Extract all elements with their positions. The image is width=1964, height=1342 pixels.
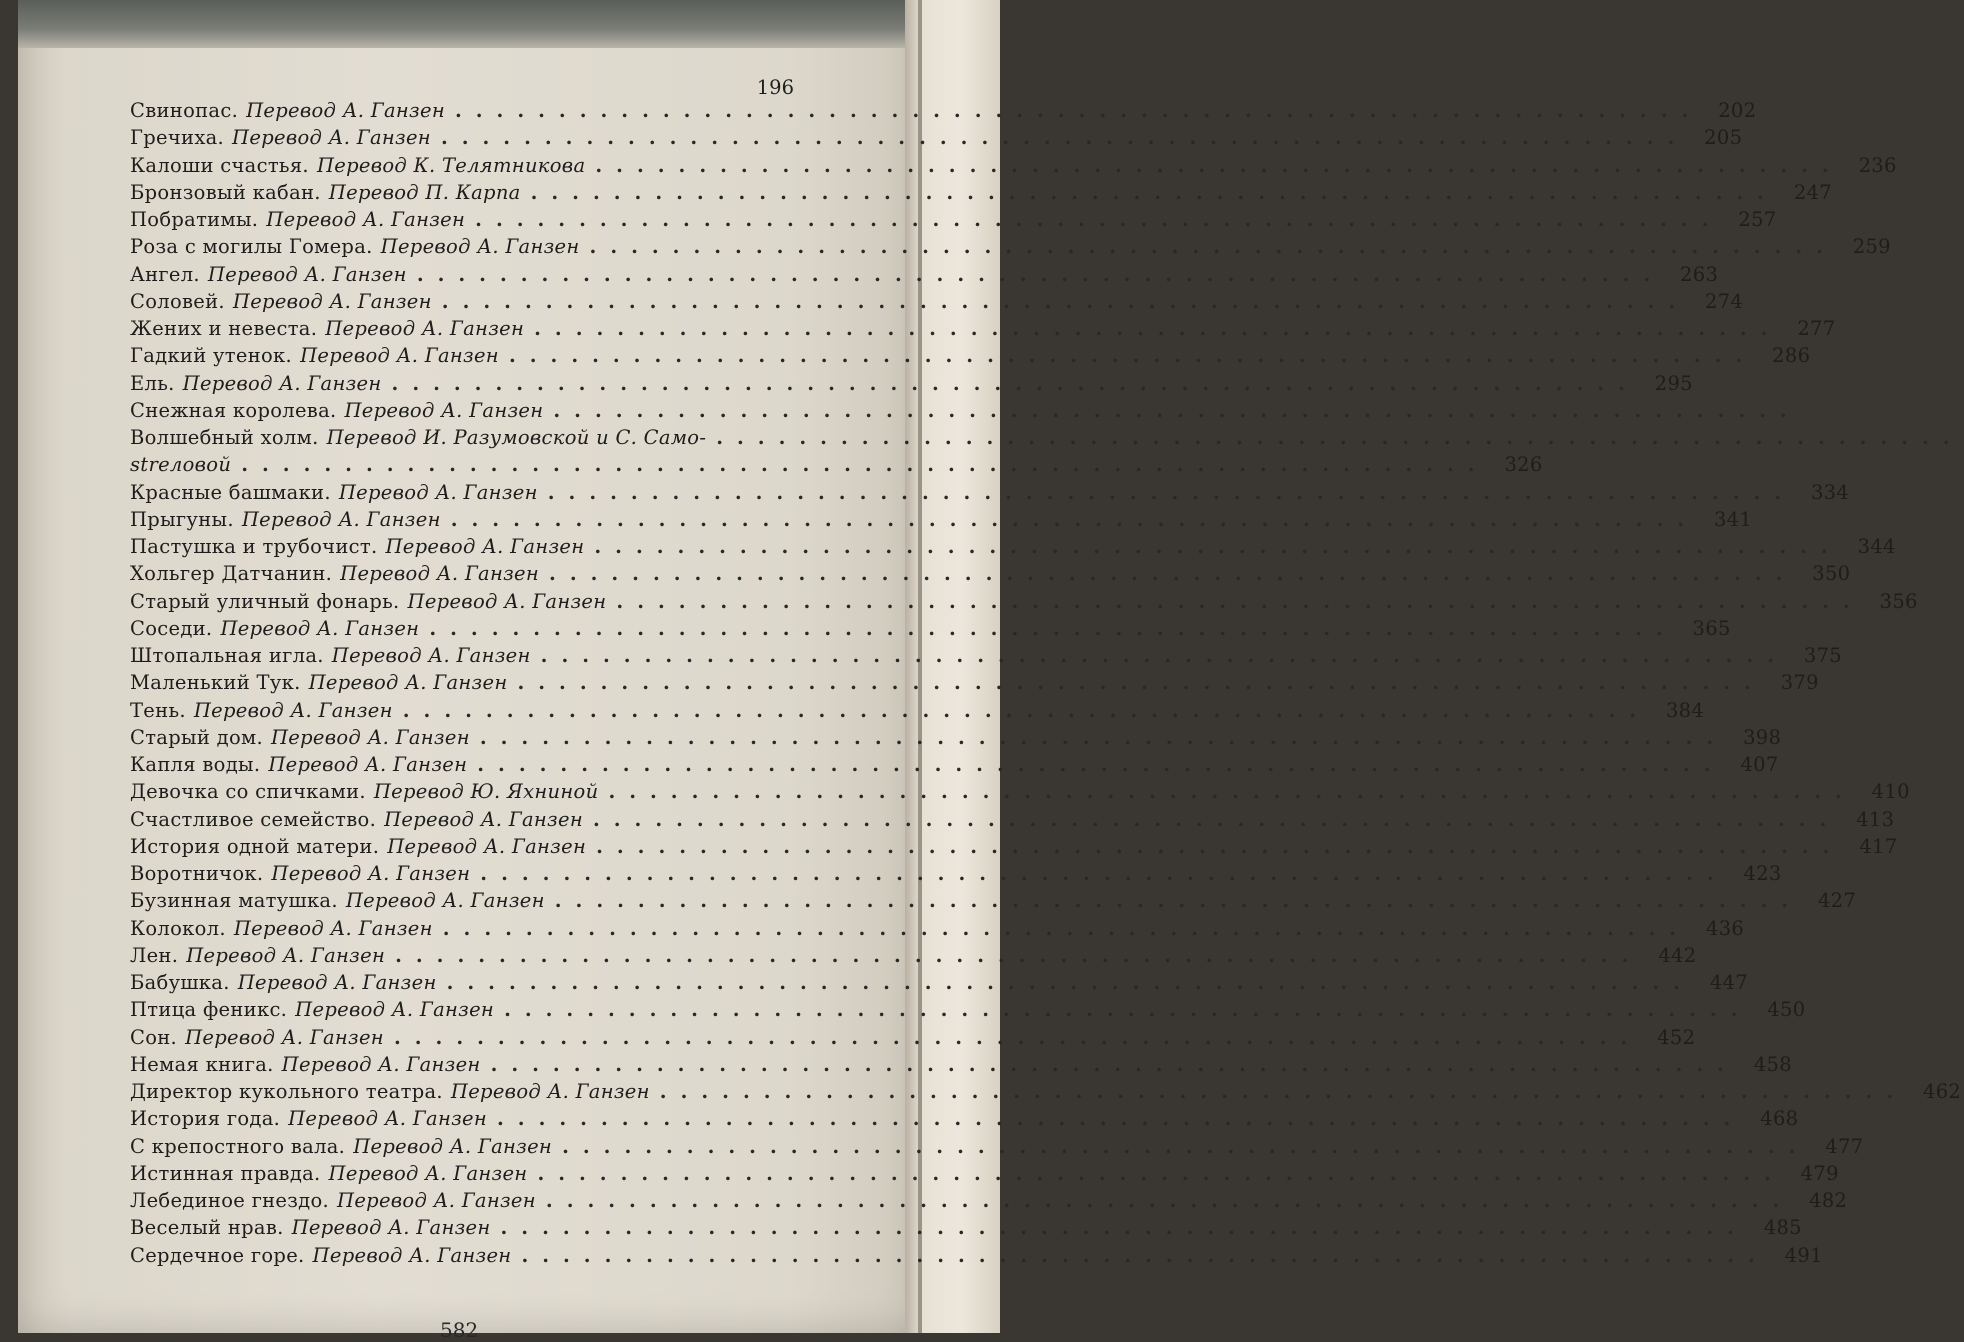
toc-entry-translator: Перевод А. Ганзен	[340, 562, 540, 586]
toc-entry-title: Старый дом.	[130, 725, 263, 749]
toc-leader-dots: ............................................................	[549, 562, 1797, 586]
toc-entry-title: Сердечное горе.	[130, 1243, 305, 1267]
toc-entry-translator: Перевод А. Ганзен	[328, 1161, 528, 1185]
toc-entry-title: Пастушка и трубочист.	[130, 535, 378, 558]
toc-entry-translator: Перевод А. Ганзен	[308, 671, 508, 695]
toc-entry-page: 477	[1825, 1134, 1864, 1158]
toc-leader-dots: ............................................................	[450, 507, 1699, 531]
toc-entry-page: 202	[1718, 99, 1757, 122]
toc-entry-page: 286	[1772, 344, 1811, 368]
toc-entry-page: 450	[1767, 998, 1806, 1022]
toc-entry	[130, 394, 1801, 422]
toc-entry-translator: Перевод И. Разумовской и С. Само-	[326, 426, 707, 449]
toc-entry-translator: Перевод А. Ганзен	[300, 344, 499, 368]
toc-entry-page: 236	[1858, 153, 1897, 177]
toc-entry-page: 341	[1713, 507, 1753, 531]
toc-entry	[130, 721, 1782, 749]
toc-entry	[130, 1021, 1696, 1049]
toc-entry	[130, 421, 1964, 449]
toc-entry-title: Маленький Тук.	[130, 671, 301, 695]
toc-entry-translator: Перевод А. Ганзен	[268, 753, 468, 776]
toc-entry	[130, 367, 1693, 395]
toc-leader-dots: ............................................................	[480, 862, 1728, 885]
toc-entry	[130, 1048, 1792, 1076]
toc-entry-page: 491	[1784, 1243, 1823, 1267]
toc-leader-dots: ............................................................	[616, 589, 1864, 613]
toc-entry	[130, 312, 1836, 340]
toc-leader-dots: ............................................................	[442, 916, 1691, 940]
toc-entry-translator: Перевод А. Ганзен	[220, 616, 420, 640]
toc-entry-title: Ель.	[130, 371, 175, 395]
toc-entry	[130, 912, 1745, 940]
toc-leader-dots: ............................................................	[545, 1189, 1794, 1212]
toc-entry-translator: Перевод А. Ганзен	[266, 208, 466, 231]
toc-entry	[130, 503, 1753, 531]
toc-entry-page: 247	[1793, 180, 1832, 204]
toc-entry-translator: Перевод А. Ганзен	[288, 1107, 488, 1131]
toc-entry	[130, 966, 1748, 994]
toc-leader-dots: ............................................................	[521, 1243, 1769, 1267]
toc-entry	[130, 1130, 1864, 1158]
toc-entry-title: Птица феникс.	[130, 998, 288, 1022]
toc-entry-page: 427	[1817, 889, 1857, 913]
toc-entry-page: 398	[1743, 725, 1782, 749]
toc-entry-translator: Перевод А. Ганзен	[185, 1025, 384, 1049]
toc-entry-title: Жених и невеста.	[130, 317, 318, 340]
toc-entry-page: 205	[1704, 126, 1743, 150]
toc-entry-title: Прыгуны.	[130, 507, 234, 531]
toc-entry-translator: Перевод А. Ганзен	[271, 862, 471, 885]
toc-entry-translator: Перевод Ю. Яхниной	[373, 780, 599, 804]
toc-leader-dots: ............................................................	[479, 725, 1728, 749]
toc-entry-page: 458	[1753, 1052, 1792, 1076]
toc-entry-page: 356	[1879, 589, 1918, 613]
toc-entry-page: 344	[1857, 535, 1896, 558]
toc-entry-translator: Перевод А. Ганзен	[182, 371, 382, 395]
toc-entry-translator: Перевод А. Ганзен	[380, 235, 580, 259]
toc-entry-title: Бузинная матушка.	[130, 889, 338, 913]
toc-entry-title: История одной матери.	[130, 834, 380, 858]
toc-entry-page: 259	[1852, 235, 1891, 259]
toc-entry-title: Бронзовый кабан.	[130, 180, 321, 204]
toc-entry	[130, 1211, 1802, 1240]
toc-entry-page: 485	[1763, 1216, 1802, 1240]
toc-leader-dots: ............................................................	[500, 1216, 1748, 1240]
toc-entry	[130, 1075, 1962, 1103]
toc-entry-page: 350	[1812, 562, 1851, 586]
toc-entry	[130, 748, 1779, 776]
toc-entry-translator: Перевод А. Ганзен	[344, 398, 544, 422]
toc-entry-title: Лен.	[130, 943, 179, 967]
toc-entry-title: Гадкий утенок.	[130, 344, 293, 368]
toc-entry-translator: Перевод А. Ганзен	[387, 834, 587, 858]
toc-leader-dots: ............................................................	[490, 1052, 1738, 1076]
toc-leader-dots: ............................................................	[530, 180, 1778, 204]
toc-entry-page: 384	[1665, 698, 1705, 722]
toc-entry-title: Директор кукольного театра.	[130, 1080, 443, 1103]
toc-entry-title: Немая книга.	[130, 1052, 274, 1076]
toc-leader-dots: ............................................................	[504, 998, 1752, 1022]
toc-entry	[130, 830, 1898, 858]
toc-entry	[130, 476, 1850, 504]
toc-leader-dots: ............................................................	[508, 344, 1757, 368]
toc-leader-dots: ............................................................	[395, 943, 1643, 967]
toc-entry-title: Девочка со спичками.	[130, 780, 366, 804]
toc-entry-title: Старый уличный фонарь.	[130, 589, 400, 613]
toc-entry-title: Гречиха.	[130, 126, 225, 150]
toc-entry-translator: Перевод К. Телятникова	[316, 153, 586, 177]
toc-entry-page: 468	[1760, 1107, 1799, 1131]
toc-entry	[130, 94, 1757, 122]
toc-entry-translator: Перевод А. Ганзен	[338, 480, 538, 504]
toc-entry-page: 277	[1797, 317, 1836, 340]
toc-leader-dots: ............................................................	[477, 753, 1725, 776]
toc-entry-title: Снежная королева.	[130, 398, 337, 422]
toc-leader-dots: ............................................................	[594, 535, 1842, 558]
toc-leader-dots: ............................................................	[393, 1025, 1642, 1049]
toc-entry-title: Калоши счастья.	[130, 153, 309, 177]
toc-entry-translator: Перевод А. Ганзен	[353, 1134, 553, 1158]
toc-leader-dots: ............................................................	[595, 153, 1843, 177]
toc-entry-translator: Перевод А. Ганзен	[232, 126, 431, 150]
toc-entry-translator: Перевод А. Ганзен	[337, 1189, 536, 1212]
toc-leader-dots: ............................................................	[562, 1134, 1810, 1158]
toc-entry	[130, 1157, 1839, 1185]
toc-leader-dots: ............................................................	[416, 262, 1665, 286]
toc-entry-page: 447	[1709, 971, 1748, 994]
toc-entry	[130, 803, 1895, 831]
toc-entry-title: Штопальная игла.	[130, 644, 324, 667]
toc-entry	[130, 857, 1782, 885]
toc-entry-title: Соловей.	[130, 289, 225, 313]
toc-entry-translator: Перевод А. Ганзен	[325, 317, 525, 340]
toc-leader-dots: ............................................................	[596, 834, 1844, 858]
toc-leader-dots: ............................................................	[402, 698, 1651, 722]
toc-entry-page: 365	[1692, 616, 1731, 640]
toc-entry-translator: Перевод А. Ганзен	[246, 99, 445, 122]
toc-leader-dots: ............................................................	[241, 453, 1489, 477]
toc-entry	[130, 448, 1543, 477]
toc-entry-page: 407	[1740, 753, 1779, 776]
toc-leader-dots: ............................................................	[547, 480, 1796, 504]
toc-entry-translator: Перевод П. Карпа	[328, 180, 521, 204]
toc-entry-title: Побратимы.	[130, 208, 259, 231]
toc-leader-dots: ............................................................	[475, 208, 1723, 231]
toc-entry	[130, 612, 1731, 640]
toc-leader-dots: ............................................................	[592, 807, 1841, 831]
toc-entry-title: Свинопас.	[130, 99, 239, 122]
toc-entry-translator: Перевод А. Ганзен	[345, 889, 545, 913]
toc-entry-title: Волшебный холм.	[130, 426, 319, 449]
toc-entry-page: 479	[1800, 1161, 1839, 1185]
toc-entry-translator: Перевод А. Ганзен	[407, 589, 607, 613]
toc-leader-dots: ............................................................	[441, 289, 1690, 313]
toc-leader-dots: ............................................................	[517, 671, 1765, 695]
toc-leader-dots: ............................................................	[608, 780, 1856, 804]
toc-entry-title: Роза с могилы Гомера.	[130, 235, 373, 259]
toc-entry-translator: Перевод А. Ганзен	[384, 807, 583, 831]
toc-leader-dots: ............................................................	[553, 398, 1801, 422]
toc-entry-page: 326	[1504, 453, 1543, 477]
toc-entry	[130, 176, 1832, 204]
toc-entry	[130, 694, 1705, 722]
toc-entry-translator: Перевод А. Ганзен	[232, 289, 432, 313]
toc-entry-title: Соседи.	[130, 616, 213, 640]
toc-entry-translator: Перевод А. Ганзен	[450, 1080, 650, 1103]
toc-entry	[130, 585, 1918, 613]
toc-leader-dots: ............................................................	[446, 971, 1694, 994]
toc-entry	[130, 203, 1777, 231]
toc-entry-translator: Перевод А. Ганзен	[207, 262, 407, 286]
toc-entry-title: Капля воды.	[130, 753, 261, 776]
toc-entry-page: 295	[1654, 371, 1693, 395]
toc-entry-page: 263	[1680, 262, 1719, 286]
toc-entry-translator: streловой	[130, 453, 232, 477]
toc-entry	[130, 557, 1851, 586]
toc-entry-translator: Перевод А. Ганзен	[291, 1216, 491, 1240]
toc-entry	[130, 258, 1719, 286]
toc-entry-title: Счастливое семейство.	[130, 807, 377, 831]
toc-entry	[130, 1102, 1799, 1131]
toc-leader-dots: ............................................................	[554, 889, 1803, 913]
toc-page-number-top: 196	[756, 76, 794, 99]
page-folio: 582	[440, 1318, 479, 1342]
toc-entry-title: Бабушка.	[130, 971, 230, 994]
toc-entry-title: Лебединое гнездо.	[130, 1189, 330, 1212]
toc-leader-dots: ............................................................	[391, 371, 1639, 395]
toc-entry-title: Красные башмаки.	[130, 480, 331, 504]
toc-entry-page: 452	[1657, 1025, 1696, 1049]
toc-entry	[130, 775, 1910, 804]
toc-entry-translator: Перевод А. Ганзен	[186, 943, 386, 967]
toc-entry	[130, 939, 1697, 967]
toc-entry-page: 413	[1856, 807, 1895, 831]
toc-leader-dots: ............................................................	[540, 644, 1788, 667]
toc-entry-page: 442	[1658, 943, 1697, 967]
toc-leader-dots: ............................................................	[497, 1107, 1745, 1131]
toc-entry-page: 379	[1780, 671, 1819, 695]
toc-entry	[130, 993, 1806, 1022]
toc-entry-translator: Перевод А. Ганзен	[281, 1052, 481, 1076]
toc-entry-page: 482	[1809, 1189, 1848, 1212]
toc-leader-dots: ............................................................	[534, 317, 1782, 340]
toc-entry-title: Хольгер Датчанин.	[130, 562, 333, 586]
toc-entry-title: Веселый нрав.	[130, 1216, 284, 1240]
toc-leader-dots: ............................................................	[429, 616, 1677, 640]
toc-leader-dots: ............................................................	[454, 99, 1703, 122]
toc-leader-dots: ............................................................	[440, 126, 1689, 150]
toc-entry-page: 410	[1871, 780, 1910, 804]
toc-entry-page: 436	[1705, 916, 1745, 940]
toc-leader-dots: ............................................................	[589, 235, 1837, 259]
toc-entry-page: 257	[1738, 208, 1777, 231]
toc-leader-dots: ............................................................	[659, 1080, 1908, 1103]
toc-entry	[130, 121, 1743, 150]
toc-entry-page: 417	[1859, 834, 1898, 858]
toc-entry-page: 334	[1810, 480, 1850, 504]
toc-entry	[130, 666, 1819, 695]
toc-entry-title: Воротничок.	[130, 862, 264, 885]
toc-entry-page: 423	[1743, 862, 1782, 885]
toc-entry-translator: Перевод А. Ганзен	[295, 998, 495, 1022]
toc-entry-title: Колокол.	[130, 916, 226, 940]
toc-entry	[130, 1239, 1823, 1267]
toc-entry	[130, 339, 1811, 368]
toc-entry-page: 462	[1923, 1080, 1962, 1103]
toc-entry	[130, 285, 1744, 313]
toc-entry-title: Тень.	[130, 698, 186, 722]
toc-entry-translator: Перевод А. Ганзен	[331, 644, 531, 667]
toc-entry-translator: Перевод А. Ганзен	[233, 916, 433, 940]
toc-entry-title: Истинная правда.	[130, 1161, 321, 1185]
toc-entry-page: 274	[1705, 289, 1744, 313]
toc-entry	[130, 230, 1891, 259]
toc-entry-translator: Перевод А. Ганзен	[193, 698, 393, 722]
toc-entry	[130, 530, 1896, 558]
toc-entry-title: История года.	[130, 1107, 281, 1131]
toc-leader-dots: ............................................................	[537, 1161, 1785, 1185]
toc-entry	[130, 884, 1857, 913]
toc-entry-translator: Перевод А. Ганзен	[237, 971, 437, 994]
toc-entry	[130, 149, 1897, 177]
toc-entry-translator: Перевод А. Ганзен	[241, 507, 441, 531]
toc-entry	[130, 1184, 1848, 1212]
toc-entry-title: Сон.	[130, 1025, 178, 1049]
toc-entry-translator: Перевод А. Ганзен	[385, 535, 585, 558]
toc-entry-translator: Перевод А. Ганзен	[270, 725, 470, 749]
toc-entry-translator: Перевод А. Ганзен	[312, 1243, 512, 1267]
toc-leader-dots: ............................................................	[716, 426, 1964, 449]
toc-entry	[130, 639, 1842, 667]
toc-entry-title: Ангел.	[130, 262, 200, 286]
toc-entry-page: 375	[1803, 644, 1842, 667]
toc-entry-title: С крепостного вала.	[130, 1134, 346, 1158]
